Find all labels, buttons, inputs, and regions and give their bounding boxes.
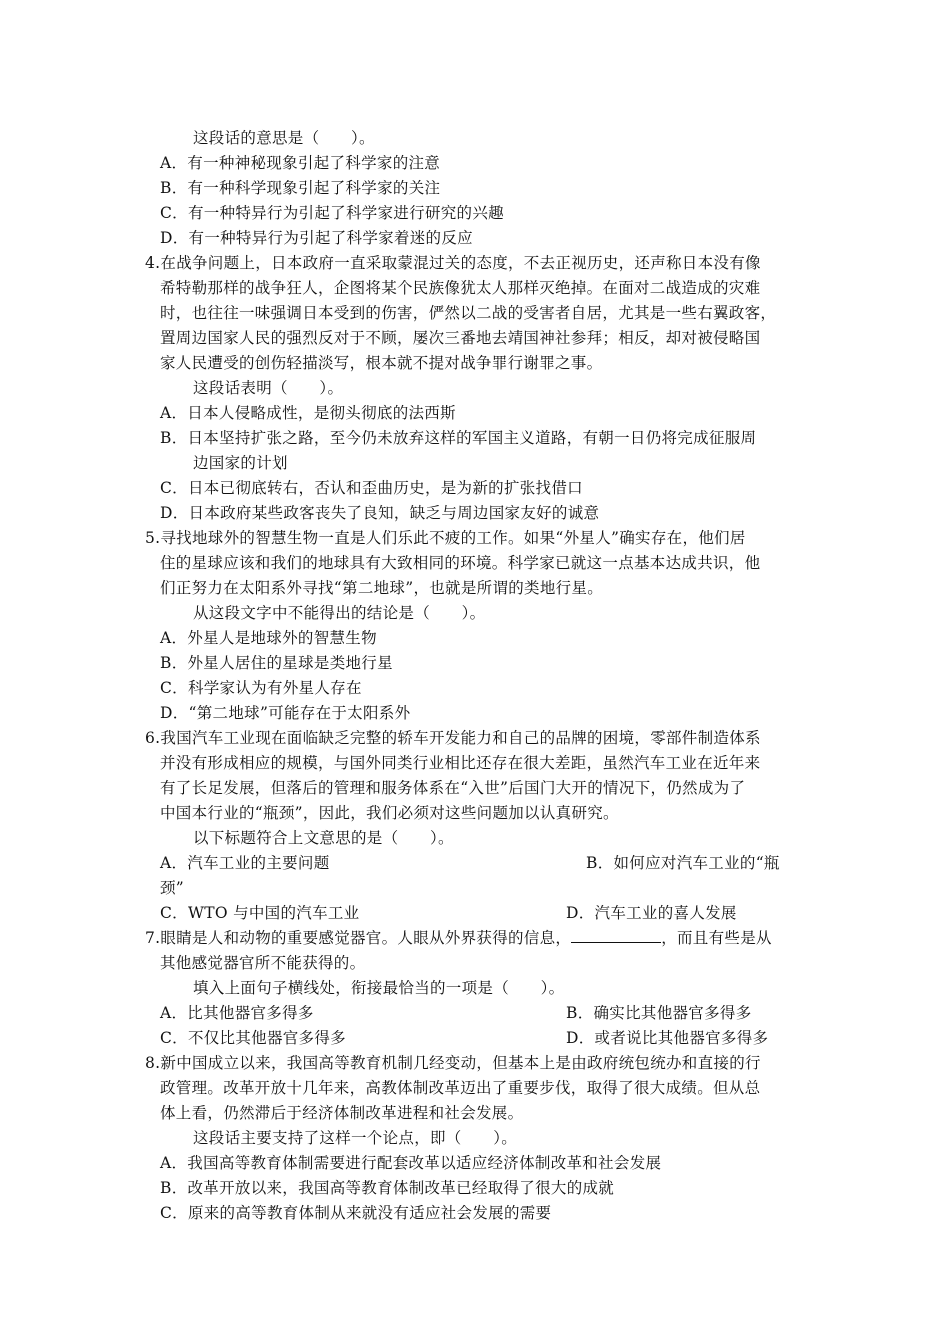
q8-option-a: A．我国高等教育体制需要进行配套改革以适应经济体制改革和社会发展 (160, 1154, 662, 1172)
q3-option-b: B．有一种科学现象引起了科学家的关注 (160, 179, 441, 197)
q6-option-b: B．如何应对汽车工业的“瓶 (586, 854, 780, 872)
q7-option-b: B．确实比其他器官多得多 (566, 1004, 752, 1022)
q7-stem: 填入上面句子横线处，衔接最恰当的一项是（ ）。 (193, 979, 565, 997)
q6-passage-line: 并没有形成相应的规模，与国外同类行业相比还存在很大差距，虽然汽车工业在近年来 (160, 754, 761, 772)
q4-passage-line: 4.在战争问题上，日本政府一直采取蒙混过关的态度，不去正视历史，还声称日本没有像 (145, 254, 761, 272)
q6-option-a: A．汽车工业的主要问题 (160, 854, 330, 872)
q8-passage-line: 政管理。改革开放十几年来，高教体制改革迈出了重要步伐，取得了很大成绩。但从总 (160, 1079, 761, 1097)
q5-passage-line: 住的星球应该和我们的地球具有大致相同的环境。科学家已就这一点基本达成共识，他 (160, 554, 761, 572)
q8-stem: 这段话主要支持了这样一个论点，即（ ）。 (193, 1129, 518, 1147)
q4-option-b-cont: 边国家的计划 (193, 454, 288, 472)
q5-option-a: A．外星人是地球外的智慧生物 (160, 629, 377, 647)
q6-option-d: D．汽车工业的喜人发展 (566, 904, 737, 922)
q4-option-d: D．日本政府某些政客丧失了良知，缺乏与周边国家友好的诚意 (160, 504, 600, 522)
q7-option-c: C．不仅比其他器官多得多 (160, 1029, 346, 1047)
fill-in-blank (571, 928, 661, 943)
q4-option-a: A．日本人侵略成性，是彻头彻底的法西斯 (160, 404, 456, 422)
q3-option-d: D．有一种特异行为引起了科学家着迷的反应 (160, 229, 473, 247)
q5-option-c: C．科学家认为有外星人存在 (160, 679, 362, 697)
q4-option-b: B．日本坚持扩张之路，至今仍未放弃这样的军国主义道路，有朝一日仍将完成征服周 (160, 429, 757, 447)
q4-passage-line: 家人民遭受的创伤轻描淡写，根本就不提对战争罪行谢罪之事。 (160, 354, 603, 372)
q7-passage-line-2: 其他感觉器官所不能获得的。 (160, 954, 366, 972)
q7-option-a: A．比其他器官多得多 (160, 1004, 314, 1022)
q7-passage-end: ，而且有些是从 (661, 929, 772, 947)
q3-stem: 这段话的意思是（ ）。 (193, 129, 375, 147)
q5-option-d: D．“第二地球”可能存在于太阳系外 (160, 704, 411, 722)
q6-passage-line: 中国本行业的“瓶颈”，因此，我们必须对这些问题加以认真研究。 (160, 804, 619, 822)
q5-option-b: B．外星人居住的星球是类地行星 (160, 654, 393, 672)
q8-passage-line: 8.新中国成立以来，我国高等教育机制几经变动，但基本上是由政府统包统办和直接的行 (145, 1054, 761, 1072)
q7-passage-line (145, 928, 772, 948)
q6-option-c: C．WTO 与中国的汽车工业 (160, 904, 360, 922)
q6-stem: 以下标题符合上文意思的是（ ）。 (193, 829, 454, 847)
q7-option-d: D．或者说比其他器官多得多 (566, 1029, 769, 1047)
q6-passage-line: 6.我国汽车工业现在面临缺乏完整的轿车开发能力和自己的品牌的困境，零部件制造体系 (145, 729, 761, 747)
q3-option-a: A．有一种神秘现象引起了科学家的注意 (160, 154, 441, 172)
q6-option-b-cont: 颈” (160, 879, 185, 897)
q5-stem: 从这段文字中不能得出的结论是（ ）。 (193, 604, 486, 622)
q5-passage-line: 5.寻找地球外的智慧生物一直是人们乐此不疲的工作。如果“外星人”确实存在，他们居 (145, 529, 746, 547)
q8-passage-line: 体上看，仍然滞后于经济体制改革进程和社会发展。 (160, 1104, 524, 1122)
q4-option-c: C．日本已彻底转右，否认和歪曲历史，是为新的扩张找借口 (160, 479, 583, 497)
q4-stem: 这段话表明（ ）。 (193, 379, 344, 397)
q6-passage-line: 有了长足发展，但落后的管理和服务体系在“入世”后国门大开的情况下，仍然成为了 (160, 779, 746, 797)
q4-passage-line: 置周边国家人民的强烈反对于不顾，屡次三番地去靖国神社参拜；相反，却对被侵略国 (160, 329, 761, 347)
q8-option-b: B．改革开放以来，我国高等教育体制改革已经取得了很大的成就 (160, 1179, 615, 1197)
q8-option-c: C．原来的高等教育体制从来就没有适应社会发展的需要 (160, 1204, 552, 1222)
q5-passage-line: 们正努力在太阳系外寻找“第二地球”，也就是所谓的类地行星。 (160, 579, 604, 597)
q4-passage-line: 希特勒那样的战争狂人，企图将某个民族像犹太人那样灭绝掉。在面对二战造成的灾难 (160, 279, 761, 297)
q7-passage-start: 7.眼睛是人和动物的重要感觉器官。人眼从外界获得的信息， (145, 929, 572, 947)
q3-option-c: C．有一种特异行为引起了科学家进行研究的兴趣 (160, 204, 504, 222)
q4-passage-line: 时，也往往一味强调日本受到的伤害，俨然以二战的受害者自居，尤其是一些右翼政客， (160, 304, 777, 322)
